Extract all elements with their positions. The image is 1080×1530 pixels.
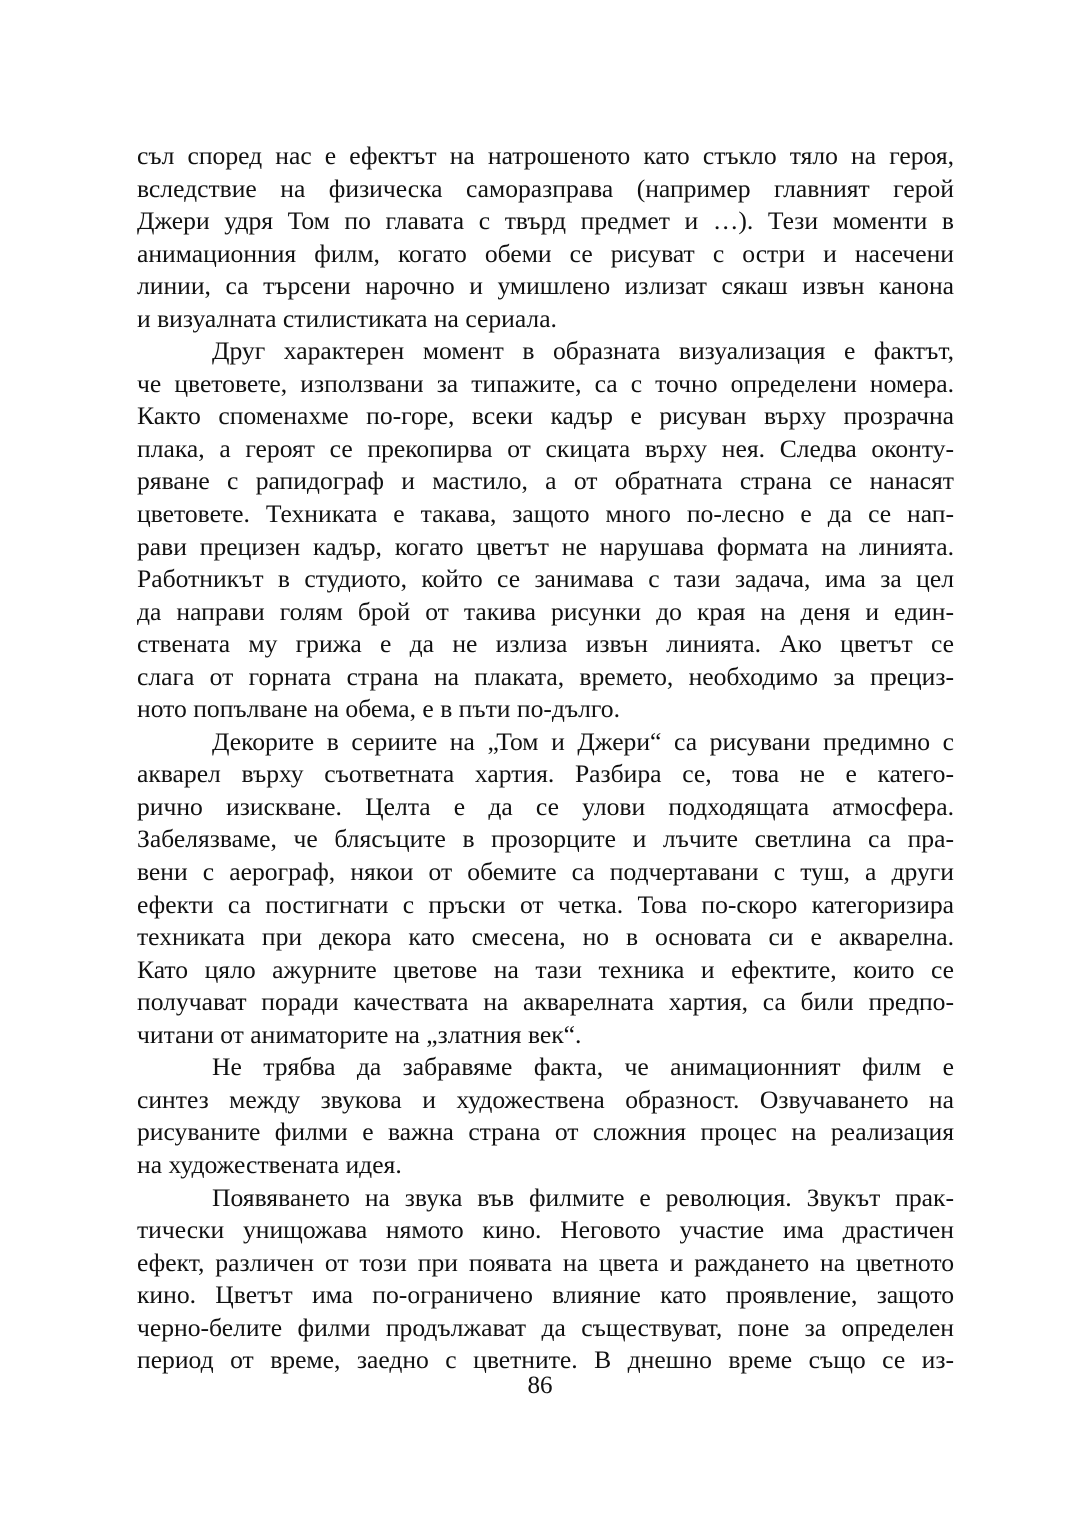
body-text (137, 140, 954, 1377)
text-line: слага от горната страна на плаката, времето, необходимо за прециз- (137, 661, 954, 691)
text-line: вследствие на физическа саморазправа (например главният герой (137, 173, 954, 203)
text-line: рави прецизен кадър, когато цветът не нарушава формата на линията. (137, 531, 954, 561)
text-line: кино. Цветът има по-ограничено влияние като проявление, защото (137, 1280, 954, 1310)
text-line: период от време, заедно с цветните. В днешно време също се из- (137, 1345, 954, 1375)
text-line: рично изискване. Целта е да се улови подходящата атмосфера. (137, 791, 954, 821)
text-line: анимационния филм, когато обеми се рисуват с остри и насечени (137, 238, 954, 268)
text-line: Появяването на звука във филмите е революция. Звукът прак- (212, 1182, 954, 1212)
text-line: и визуалната стилистиката на сериала. (137, 303, 557, 333)
paragraph-5 (137, 1182, 954, 1377)
text-line: плака, а героят се прекопирва от скицата върху нея. Следва оконту- (137, 433, 954, 463)
text-line: цветовете. Техниката е такава, защото много по-лесно е да се нап- (137, 499, 954, 529)
paragraph-4 (137, 1051, 954, 1181)
text-line: техниката при декора като смесена, но в основата си е акварелна. (137, 922, 954, 952)
text-line: Друг характерен момент в образната визуализация е фактът, (212, 336, 954, 366)
text-line: че цветовете, използвани за типажите, са с точно определени номера. (137, 368, 954, 398)
paragraph-2 (137, 335, 954, 726)
paragraph-3 (137, 726, 954, 1051)
text-line: Както споменахме по-горе, всеки кадър е рисуван върху прозрачна (137, 401, 954, 431)
text-line: рисуваните филми е важна страна от сложния процес на реализация (137, 1117, 954, 1147)
text-line: ряване с рапидограф и мастило, а от обратната страна се нанасят (137, 466, 954, 496)
text-line: Работникът в студиото, който се занимава с тази задача, има за цел (137, 564, 954, 594)
text-line: синтез между звукова и художествена образност. Озвучаването на (137, 1084, 954, 1114)
text-line: Забелязваме, че блясъците в прозорците и лъчите светлина са пра- (137, 824, 954, 854)
text-line: Декорите в сериите на „Том и Джери“ са рисувани предимно с (212, 726, 954, 756)
paragraph-1 (137, 140, 954, 335)
text-line: Не трябва да забравяме факта, че анимационният филм е (212, 1052, 954, 1082)
page-number: 86 (527, 1372, 553, 1399)
text-line: вени с аерограф, някои от обемите са подчертавани с туш, а други (137, 857, 954, 887)
text-line: ефекти са постигнати с пръски от четка. Това по-скоро категоризира (137, 889, 954, 919)
text-line: ствената му грижа е да не излиза извън линията. Ако цветът се (137, 629, 954, 659)
text-line: линии, са търсени нарочно и умишлено излизат сякаш извън канона (137, 271, 954, 301)
text-line: Джери удря Том по главата с твърд предмет и …). Тези моменти в (137, 206, 954, 236)
text-line: съл според нас е ефектът на натрошеното като стъкло тяло на героя, (137, 141, 954, 170)
text-line: черно-белите филми продължават да съществуват, поне за определен (137, 1312, 954, 1342)
text-line: да направи голям брой от такива рисунки до края на деня и един- (137, 596, 954, 626)
text-line: получават поради качествата на акварелната хартия, са били предпо- (137, 987, 954, 1017)
text-line: акварел върху съответната хартия. Разбира се, това не е катего- (137, 759, 954, 789)
text-line: ефект, различен от този при появата на цвета и раждането на цветното (137, 1247, 954, 1277)
text-line: на художествената идея. (137, 1149, 402, 1179)
text-line: Като цяло ажурните цветове на тази техника и ефектите, които се (137, 954, 954, 984)
text-line: читани от аниматорите на „златния век“. (137, 1019, 582, 1049)
text-line: тически унищожава нямото кино. Неговото участие има драстичен (137, 1215, 954, 1245)
text-line: ното попълване на обема, е в пъти по-дълго. (137, 694, 620, 724)
